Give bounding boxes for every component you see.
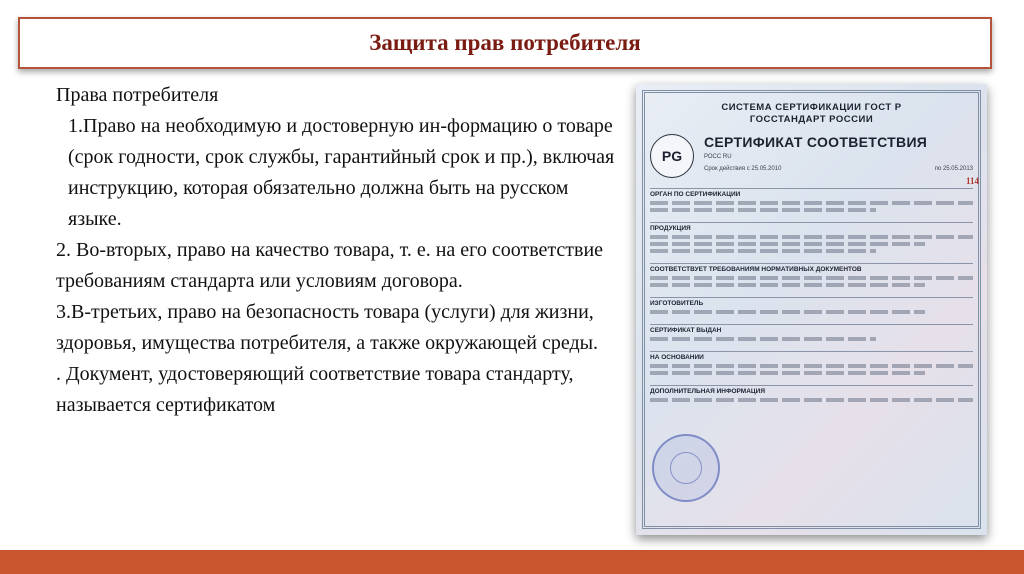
cert-fill-line xyxy=(650,242,925,246)
cert-section-extra: ДОПОЛНИТЕЛЬНАЯ ИНФОРМАЦИЯ xyxy=(650,385,973,395)
page-title: Защита прав потребителя xyxy=(369,30,641,55)
cert-fill-line xyxy=(650,398,973,402)
stamp-seal-icon xyxy=(652,434,720,502)
bottom-accent-bar xyxy=(0,550,1024,574)
rights-text-block xyxy=(56,80,616,421)
cert-fill-line xyxy=(650,337,876,341)
cert-valid-from: Срок действия с 25.05.2010 xyxy=(704,166,782,172)
cert-title: СЕРТИФИКАТ СООТВЕТСТВИЯ xyxy=(704,134,928,150)
cert-valid-to: по 25.05.2013 xyxy=(934,166,973,172)
cert-fill-line xyxy=(650,371,925,375)
cert-section-issued: СЕРТИФИКАТ ВЫДАН xyxy=(650,324,973,334)
cert-section-standards: СООТВЕТСТВУЕТ ТРЕБОВАНИЯМ НОРМАТИВНЫХ ДОКУМЕНТОВ xyxy=(650,263,973,273)
cert-serial-number: 114 xyxy=(965,176,979,186)
cert-section-product: ПРОДУКЦИЯ xyxy=(650,222,973,232)
cert-heading xyxy=(704,134,973,172)
cert-fill-line xyxy=(650,249,876,253)
cert-header-row xyxy=(650,134,973,178)
cert-fill-line xyxy=(650,364,973,368)
rights-heading: Права потребителя xyxy=(56,84,219,106)
right-item-1: 1.Право на необходимую и достоверную ин-формацию о товаре (срок годности, срок службы, гарантийный срок и пр.), включая инструкцию, которая обязательно должна быть на русском языке. xyxy=(68,115,615,230)
certificate-note: . Документ, удостоверяющий соответствие товара стандарту, называется сертификатом xyxy=(56,363,574,416)
certificate-image xyxy=(636,84,987,535)
cert-section-basis: НА ОСНОВАНИИ xyxy=(650,351,973,361)
cert-dates xyxy=(704,166,973,172)
cert-fill-line xyxy=(650,201,973,205)
stamp-inner-ring xyxy=(670,452,702,484)
cert-system-line-2: ГОССТАНДАРТ РОССИИ xyxy=(749,114,874,125)
cert-fill-line xyxy=(650,276,973,280)
cert-fill-line xyxy=(650,310,925,314)
cert-system-line-1: СИСТЕМА СЕРТИФИКАЦИИ ГОСТ Р xyxy=(721,102,902,113)
rst-logo-icon: PG xyxy=(650,134,694,178)
cert-fill-line xyxy=(650,235,973,239)
cert-section-organ: ОРГАН ПО СЕРТИФИКАЦИИ xyxy=(650,188,973,198)
title-banner xyxy=(18,17,992,69)
right-item-3: 3.В-третьих, право на безопасность товара (услуги) для жизни, здоровья, имущества потребителя, а также окружающей среды. xyxy=(56,301,599,354)
cert-fill-line xyxy=(650,283,925,287)
cert-section-maker: ИЗГОТОВИТЕЛЬ xyxy=(650,297,973,307)
cert-fill-line xyxy=(650,208,876,212)
cert-reg-number: РОСС RU xyxy=(704,154,732,160)
right-item-2: 2. Во-вторых, право на качество товара, т. е. на его соответствие требованиям стандарта или условиям договора. xyxy=(56,239,604,292)
